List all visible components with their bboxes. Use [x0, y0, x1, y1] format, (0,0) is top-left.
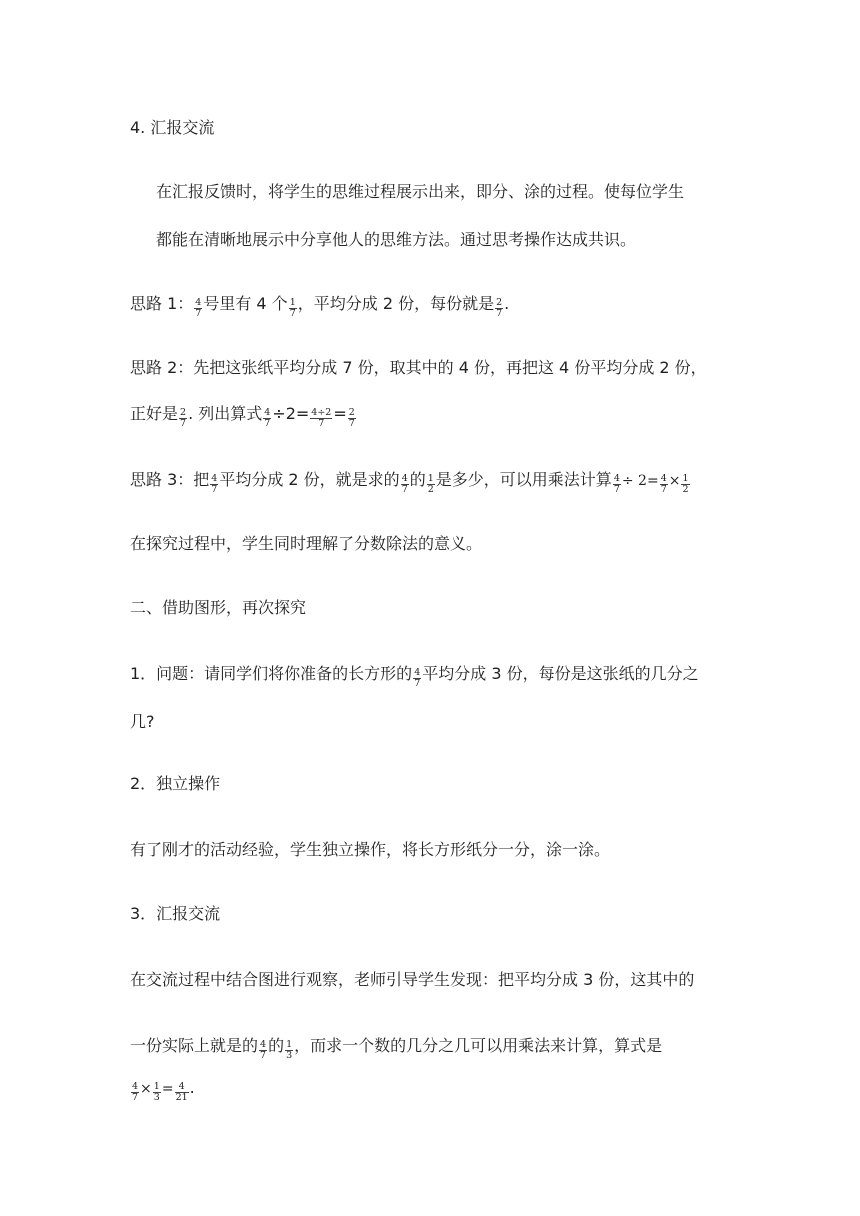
fraction-4-21: $\frac{4}{21}$ [175, 1081, 188, 1103]
text: 平均分成 3 份，每份是这张纸的几分之 [422, 664, 699, 683]
fraction-1-3: $\frac{1}{3}$ [286, 1039, 293, 1061]
fraction-2-7: $\frac{2}{7}$ [496, 297, 503, 319]
fraction-4-7: $\frac{4}{7}$ [195, 297, 202, 319]
fraction-4div2-7: $\frac{4\div 2}{7}$ [311, 407, 332, 429]
step-2-text: 有了刚才的活动经验，学生独立操作，将长方形纸分一分，涂一涂。 [130, 840, 611, 859]
text: 平均分成 2 份，就是求的 [219, 470, 400, 489]
text: 号里有 4 个 [203, 294, 288, 313]
idea-2-line-2 [130, 403, 357, 429]
paragraph-line: 在汇报反馈时，将学生的思维过程展示出来，即分、涂的过程。使每位学生 [156, 182, 685, 201]
heading-report-exchange: 4. 汇报交流 [130, 118, 215, 137]
math-operator: ÷ 2= [621, 473, 659, 489]
fraction-1-3: $\frac{1}{3}$ [153, 1081, 160, 1103]
section-heading-2: 二、借助图形，再次探究 [130, 598, 307, 617]
fraction-2-7: $\frac{2}{7}$ [348, 407, 355, 429]
step-3-line-1: 在交流过程中结合图进行观察，老师引导学生发现：把平均分成 3 份，这其中的 [130, 970, 695, 989]
text: ，而求一个数的几分之几可以用乘法来计算，算式是 [294, 1036, 663, 1055]
question-1-line-2: 几? [130, 712, 155, 731]
fraction-1-7: $\frac{1}{7}$ [289, 297, 296, 319]
times-sign: × [668, 473, 681, 489]
text: 一份实际上就是的 [130, 1036, 259, 1055]
text: 正好是 [130, 404, 179, 423]
fraction-4-7: $\frac{4}{7}$ [132, 1081, 139, 1103]
equals-sign: = [161, 1081, 174, 1097]
fraction-4-7: $\frac{4}{7}$ [401, 473, 408, 495]
text: 1．问题：请同学们将你准备的长方形的 [130, 664, 413, 683]
idea-2-line-1: 思路 2：先把这张纸平均分成 7 份，取其中的 4 份，再把这 4 份平均分成 2 份， [130, 358, 707, 377]
final-equation [130, 1077, 195, 1103]
fraction-1-2: $\frac{1}{2}$ [682, 473, 689, 495]
step-3-heading: 3．汇报交流 [130, 904, 221, 923]
fraction-4-7: $\frac{4}{7}$ [211, 473, 218, 495]
text: . [504, 294, 510, 313]
summary-line: 在探究过程中，学生同时理解了分数除法的意义。 [130, 534, 483, 553]
step-3-line-2 [130, 1035, 662, 1061]
text: 的 [268, 1036, 285, 1055]
fraction-4-7: $\frac{4}{7}$ [414, 667, 421, 689]
text: 是多少，可以用乘法计算 [435, 470, 612, 489]
step-2-heading: 2．独立操作 [130, 774, 221, 793]
text: ÷2= [272, 404, 310, 423]
text: 思路 1： [130, 294, 194, 313]
fraction-4-7: $\frac{4}{7}$ [660, 473, 667, 495]
text: . 列出算式 [188, 404, 263, 423]
text: . [189, 1078, 195, 1097]
idea-3 [130, 469, 691, 495]
fraction-2-7: $\frac{2}{7}$ [180, 407, 187, 429]
fraction-1-2: $\frac{1}{2}$ [427, 473, 434, 495]
question-1-line-1 [130, 663, 699, 689]
fraction-4-7: $\frac{4}{7}$ [264, 407, 271, 429]
fraction-4-7: $\frac{4}{7}$ [260, 1039, 267, 1061]
text: 思路 3：把 [130, 470, 210, 489]
times-sign: × [140, 1081, 152, 1097]
idea-1 [130, 293, 509, 319]
fraction-4-7: $\frac{4}{7}$ [613, 473, 620, 495]
text: = [333, 404, 347, 423]
text: 的 [409, 470, 426, 489]
text: ，平均分成 2 份，每份就是 [297, 294, 495, 313]
paragraph-line: 都能在清晰地展示中分享他人的思维方法。通过思考操作达成共识。 [156, 230, 637, 249]
